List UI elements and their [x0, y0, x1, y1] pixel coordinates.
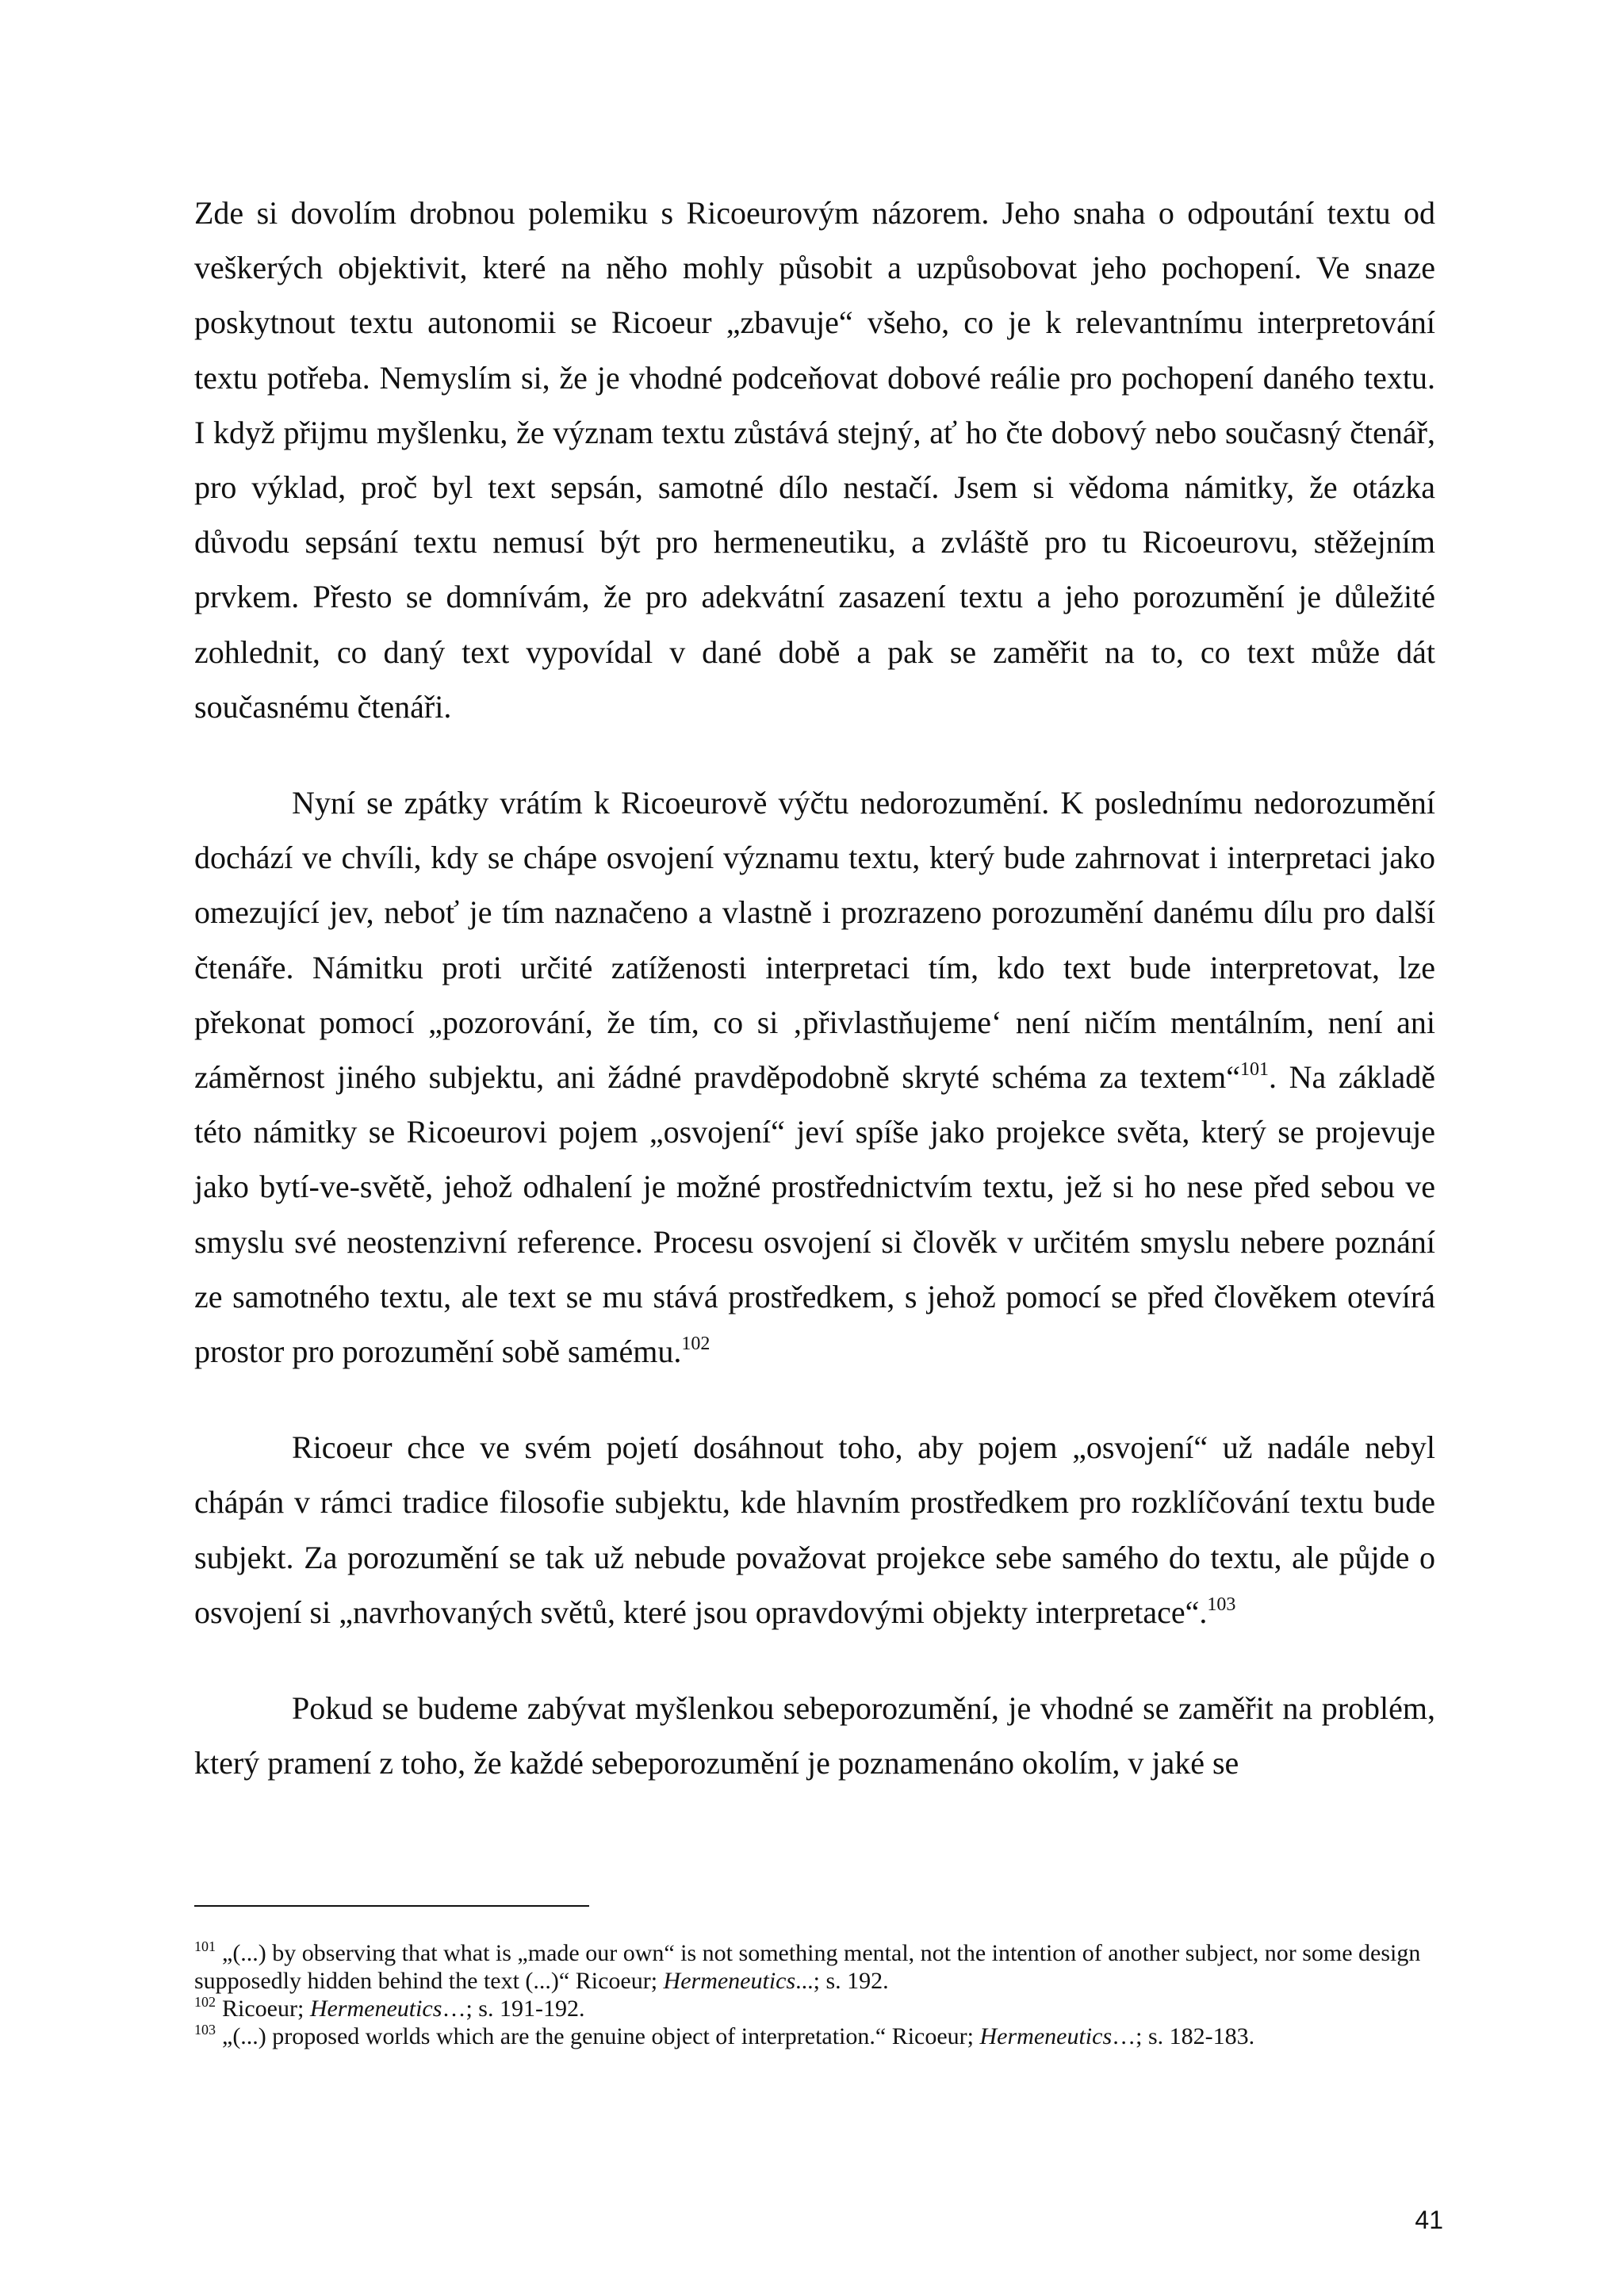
paragraph-1-text: Zde si dovolím drobnou polemiku s Ricoeurovým názorem. Jeho snaha o odpoutání textu od veškerých objektivit, které na něho mohly působit a uzpůsobovat jeho pochopení. Ve snaze poskytnout textu autonomii se Ricoeur „zbavuje“ všeho, co je k relevantnímu interpretování textu potřeba. Nemyslím si, že je vhodné podceňovat dobové reálie pro pochopení daného textu. I když přijmu myšlenku, že význam textu zůstává stejný, ať ho čte dobový nebo současný čtenář, pro výklad, proč byl text sepsán, samotné dílo nestačí. Jsem si vědoma námitky, že otázka důvodu sepsání textu nemusí být pro hermeneutiku, a zvláště pro tu Ricoeurovu, stěžejním prvkem. Přesto se domnívám, že pro adekvátní zasazení textu a jeho porozumění je důležité zohlednit, co daný text vypovídal v dané době a pak se zaměřit na to, co text může dát současnému čtenáři. — [194, 195, 1435, 725]
paragraph-4-text: Pokud se budeme zabývat myšlenkou sebeporozumění, je vhodné se zaměřit na problém, který pramení z toho, že každé sebeporozumění je poznamenáno okolím, v jaké se — [194, 1690, 1435, 1781]
footnote-number: 102 — [194, 1994, 216, 2010]
paragraph-1 — [194, 186, 1435, 734]
footnote-text: „(...) by observing that what is „made our own“ is not something mental, not the intention of another subject, nor some design supposedly hidden behind the text (...)“ Ricoeur; — [194, 1940, 1421, 1994]
footnote-101 — [194, 1939, 1435, 1995]
paragraph-4 — [194, 1681, 1435, 1790]
paragraph-2-text-a: Nyní se zpátky vrátím k Ricoeurově výčtu nedorozumění. K poslednímu nedorozumění dochází ve chvíli, kdy se chápe osvojení významu textu, který bude zahrnovat i interpretaci jako omezující jev, neboť je tím naznačeno a vlastně i prozrazeno porozumění danému dílu pro další čtenáře. Námitku proti určité zatíženosti interpretaci tím, kdo text bude interpretovat, lze překonat pomocí „pozorování, že tím, co si ‚přivlastňujeme‘ není ničím mentálním, není ani záměrnost jiného subjektu, ani žádné pravděpodobně skryté schéma za textem“ — [194, 785, 1435, 1096]
footnote-ref-101: 101 — [1239, 1059, 1269, 1081]
footnote-ref-102: 102 — [681, 1334, 710, 1355]
footnote-number: 101 — [194, 1938, 216, 1954]
footnote-italic-title: Hermeneutics — [309, 1996, 442, 2022]
footnote-italic-title: Hermeneutics — [979, 2023, 1113, 2049]
footnote-text: „(...) proposed worlds which are the genuine object of interpretation.“ Ricoeur; — [222, 2023, 980, 2049]
footnote-102 — [194, 1995, 1435, 2022]
footnote-italic-title: Hermeneutics — [663, 1968, 796, 1994]
footnote-number: 103 — [194, 2022, 216, 2038]
footnote-text: Ricoeur; — [222, 1996, 310, 2022]
paragraph-3 — [194, 1420, 1435, 1640]
paragraph-2 — [194, 775, 1435, 1379]
footnote-103 — [194, 2022, 1435, 2050]
footnote-text-end: …; s. 182-183. — [1112, 2023, 1255, 2049]
paragraph-3-text: Ricoeur chce ve svém pojetí dosáhnout toho, aby pojem „osvojení“ už nadále nebyl chápán v rámci tradice filosofie subjektu, kde hlavním prostředkem pro rozklíčování textu bude subjekt. Za porozumění se tak už nebude považovat projekce sebe samého do textu, ale půjde o osvojení si „navrhovaných světů, které jsou opravdovými objekty interpretace“. — [194, 1429, 1435, 1630]
footnote-text-end: …; s. 191-192. — [442, 1996, 585, 2022]
main-text — [194, 186, 1435, 1790]
footnote-ref-103: 103 — [1207, 1594, 1236, 1615]
paragraph-2-text-b: . Na základě této námitky se Ricoeurovi pojem „osvojení“ jeví spíše jako projekce světa, který se projevuje jako bytí-ve-světě, jehož odhalení je možné prostřednictvím textu, jež si ho nese před sebou ve smyslu své neostenzivní reference. Procesu osvojení si člověk v určitém smyslu nebere poznání ze samotného textu, ale text se mu stává prostředkem, s jehož pomocí se před člověkem otevírá prostor pro porozumění sobě samému. — [194, 1059, 1435, 1370]
footnotes — [194, 1939, 1435, 2050]
footnote-text-end: ...; s. 192. — [795, 1968, 889, 1994]
page-number: 41 — [1415, 2206, 1443, 2234]
footnote-separator — [194, 1905, 589, 1907]
